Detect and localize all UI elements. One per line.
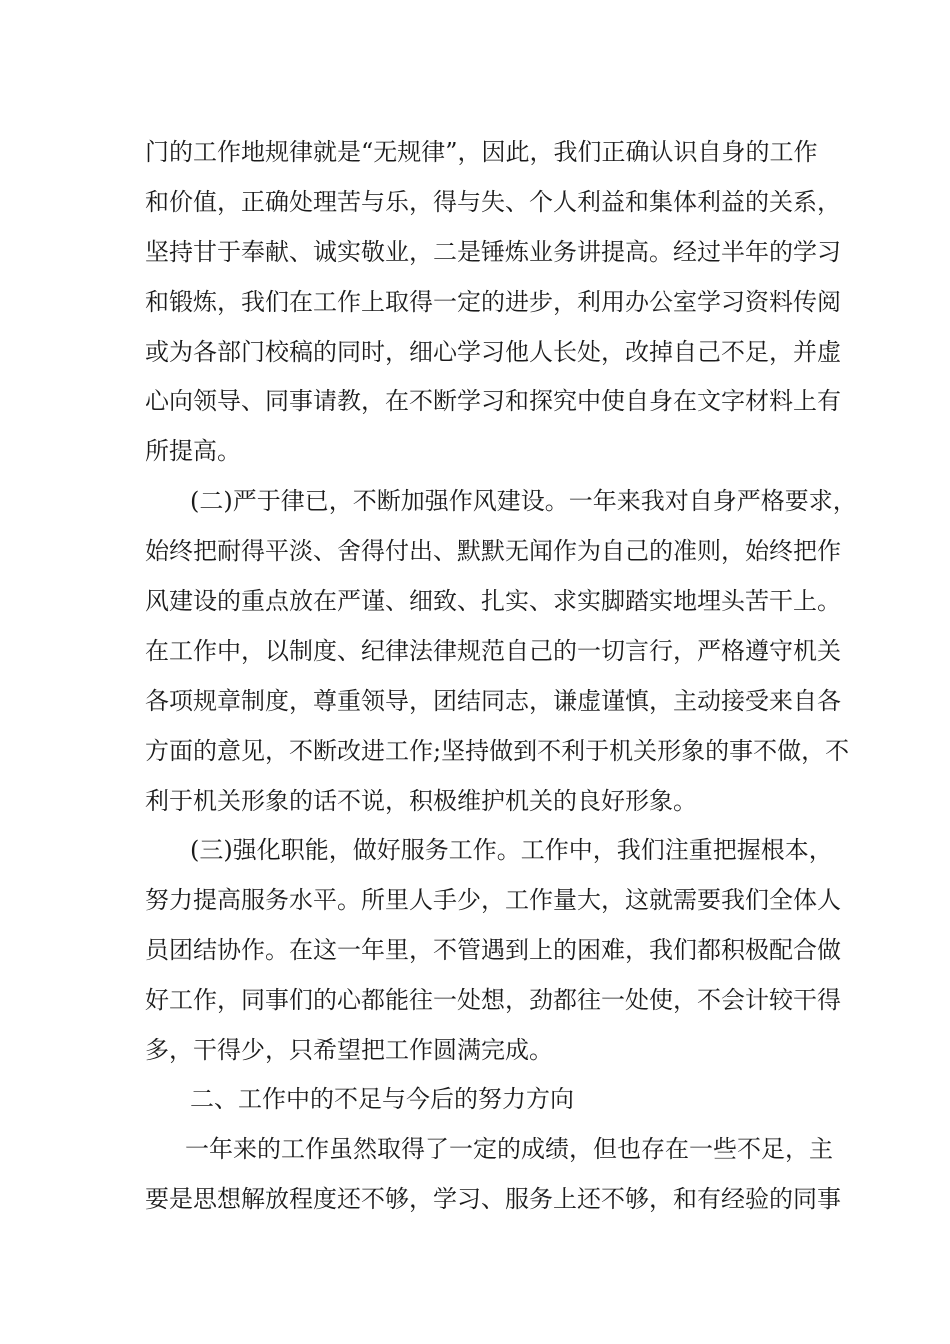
text-line: 心向领导、同事请教，在不断学习和探究中使自身在文字材料上有 [145, 387, 841, 415]
section-heading-line: (三)强化职能，做好服务工作。工作中，我们注重把握根本， [190, 836, 833, 864]
text-line: 门的工作地规律就是“无规律”，因此，我们正确认识自身的工作 [145, 138, 818, 166]
text-line: 和锻炼，我们在工作上取得一定的进步，利用办公室学习资料传阅 [145, 288, 841, 316]
text-line: 努力提高服务水平。所里人手少，工作量大，这就需要我们全体人 [145, 886, 841, 914]
text-line: 在工作中，以制度、纪律法律规范自己的一切言行，严格遵守机关 [145, 637, 841, 665]
text-line: 坚持甘于奉献、诚实敬业，二是锤炼业务讲提高。经过半年的学习 [145, 238, 841, 266]
text-line: 和价值，正确处理苦与乐，得与失、个人利益和集体利益的关系， [145, 188, 841, 216]
section-heading-line: (二)严于律已，不断加强作风建设。一年来我对自身严格要求， [190, 487, 857, 515]
text-line: 所提高。 [145, 437, 241, 465]
text-line: 利于机关形象的话不说，积极维护机关的良好形象。 [145, 787, 697, 815]
text-line: 各项规章制度，尊重领导，团结同志，谦虚谨慎，主动接受来自各 [145, 687, 841, 715]
text-line: 一年来的工作虽然取得了一定的成绩，但也存在一些不足，主 [185, 1135, 833, 1163]
text-line: 方面的意见，不断改进工作;坚持做到不利于机关形象的事不做，不 [145, 737, 850, 765]
text-line: 始终把耐得平淡、舍得付出、默默无闻作为自己的准则，始终把作 [145, 537, 841, 565]
text-line: 要是思想解放程度还不够，学习、服务上还不够，和有经验的同事 [145, 1185, 841, 1213]
section-heading: 二、工作中的不足与今后的努力方向 [190, 1085, 574, 1113]
text-line: 风建设的重点放在严谨、细致、扎实、求实脚踏实地埋头苦干上。 [145, 587, 841, 615]
text-line: 好工作，同事们的心都能往一处想，劲都往一处使，不会计较干得 [145, 986, 841, 1014]
text-line: 或为各部门校稿的同时，细心学习他人长处，改掉自己不足，并虚 [145, 338, 841, 366]
text-line: 员团结协作。在这一年里，不管遇到上的困难，我们都积极配合做 [145, 936, 841, 964]
text-line: 多，干得少，只希望把工作圆满完成。 [145, 1036, 553, 1064]
